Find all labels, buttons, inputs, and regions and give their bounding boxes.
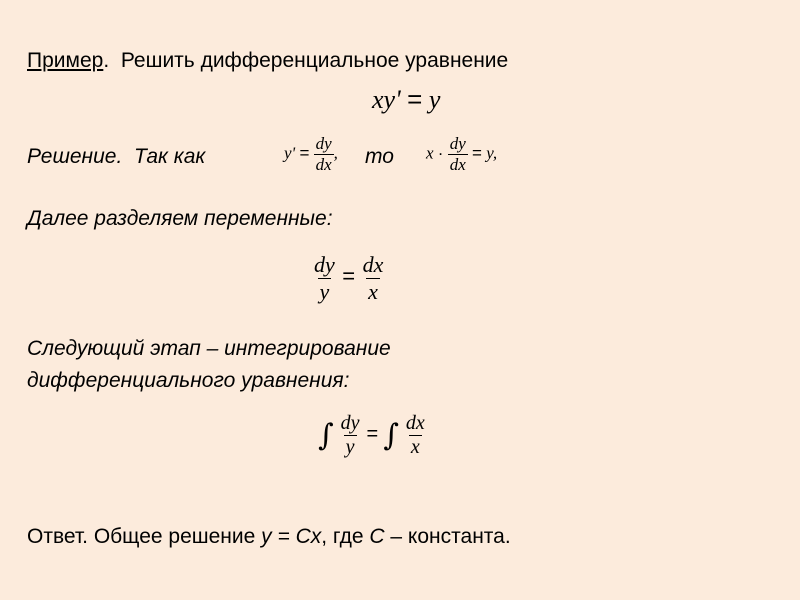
frac-den: dx: [315, 155, 332, 174]
deriv-eq: =: [299, 143, 310, 163]
dy-dx-fraction-2: [448, 134, 468, 175]
derivative-formula: [284, 134, 338, 175]
comma: ,: [333, 143, 338, 163]
frac-den: x: [410, 436, 420, 458]
eq-sign-3: =: [342, 263, 356, 289]
example-heading: [27, 48, 508, 74]
integral-sign-2: ∫: [383, 418, 399, 453]
frac-den: y: [319, 279, 330, 304]
dx-x-fraction-int: [404, 412, 427, 459]
x-var: x: [426, 143, 434, 163]
eq-right: y: [428, 85, 441, 114]
solution-then: то: [365, 145, 394, 168]
integral-sign-1: ∫: [318, 418, 334, 453]
frac-num: dy: [314, 252, 335, 277]
answer-formula: y = Cx: [261, 525, 322, 548]
eq-left: xy': [372, 85, 401, 114]
frac-num: dy: [315, 134, 332, 153]
answer-suffix: – константа.: [384, 525, 511, 548]
frac-num: dy: [449, 134, 466, 153]
answer-constant: C: [369, 525, 385, 548]
deriv-left: y': [284, 143, 296, 163]
dot-op: ·: [437, 143, 444, 163]
frac-num: dy: [340, 412, 360, 434]
frac-den: dx: [449, 155, 466, 174]
dy-dx-fraction: [314, 134, 334, 175]
eq-sign-2: =: [472, 143, 482, 163]
separate-text: Далее разделяем переменные:: [27, 207, 333, 230]
dx-x-fraction: [361, 252, 386, 305]
answer-line: [27, 524, 511, 550]
solution-label: Решение.: [27, 145, 123, 168]
solution-label-row: [27, 144, 205, 170]
answer-prefix: Ответ. Общее решение: [27, 525, 262, 548]
separated-equation: [312, 252, 385, 305]
eq-sign-4: =: [366, 423, 379, 446]
eq-sign: =: [407, 84, 423, 114]
frac-num: dx: [405, 412, 425, 434]
integrate-line-2: дифференциального уравнения:: [27, 369, 350, 392]
comma-2: ,: [492, 143, 498, 163]
dy-y-fraction-int: [339, 412, 362, 459]
dy-y-fraction: [312, 252, 337, 305]
frac-den: y: [345, 436, 355, 458]
example-task: Решить дифференциальное уравнение: [120, 49, 509, 72]
substituted-formula: [426, 134, 497, 175]
solution-since: Так как: [133, 145, 206, 168]
example-label: Пример: [27, 49, 104, 72]
integral-equation: [318, 412, 427, 459]
example-period: .: [103, 49, 110, 72]
answer-middle: , где: [321, 525, 370, 548]
frac-den: x: [368, 279, 378, 304]
frac-num: dx: [362, 252, 384, 277]
integrate-line-1: Следующий этап – интегрирование: [27, 337, 391, 360]
main-equation: [372, 84, 440, 115]
y-var: y: [486, 143, 493, 163]
